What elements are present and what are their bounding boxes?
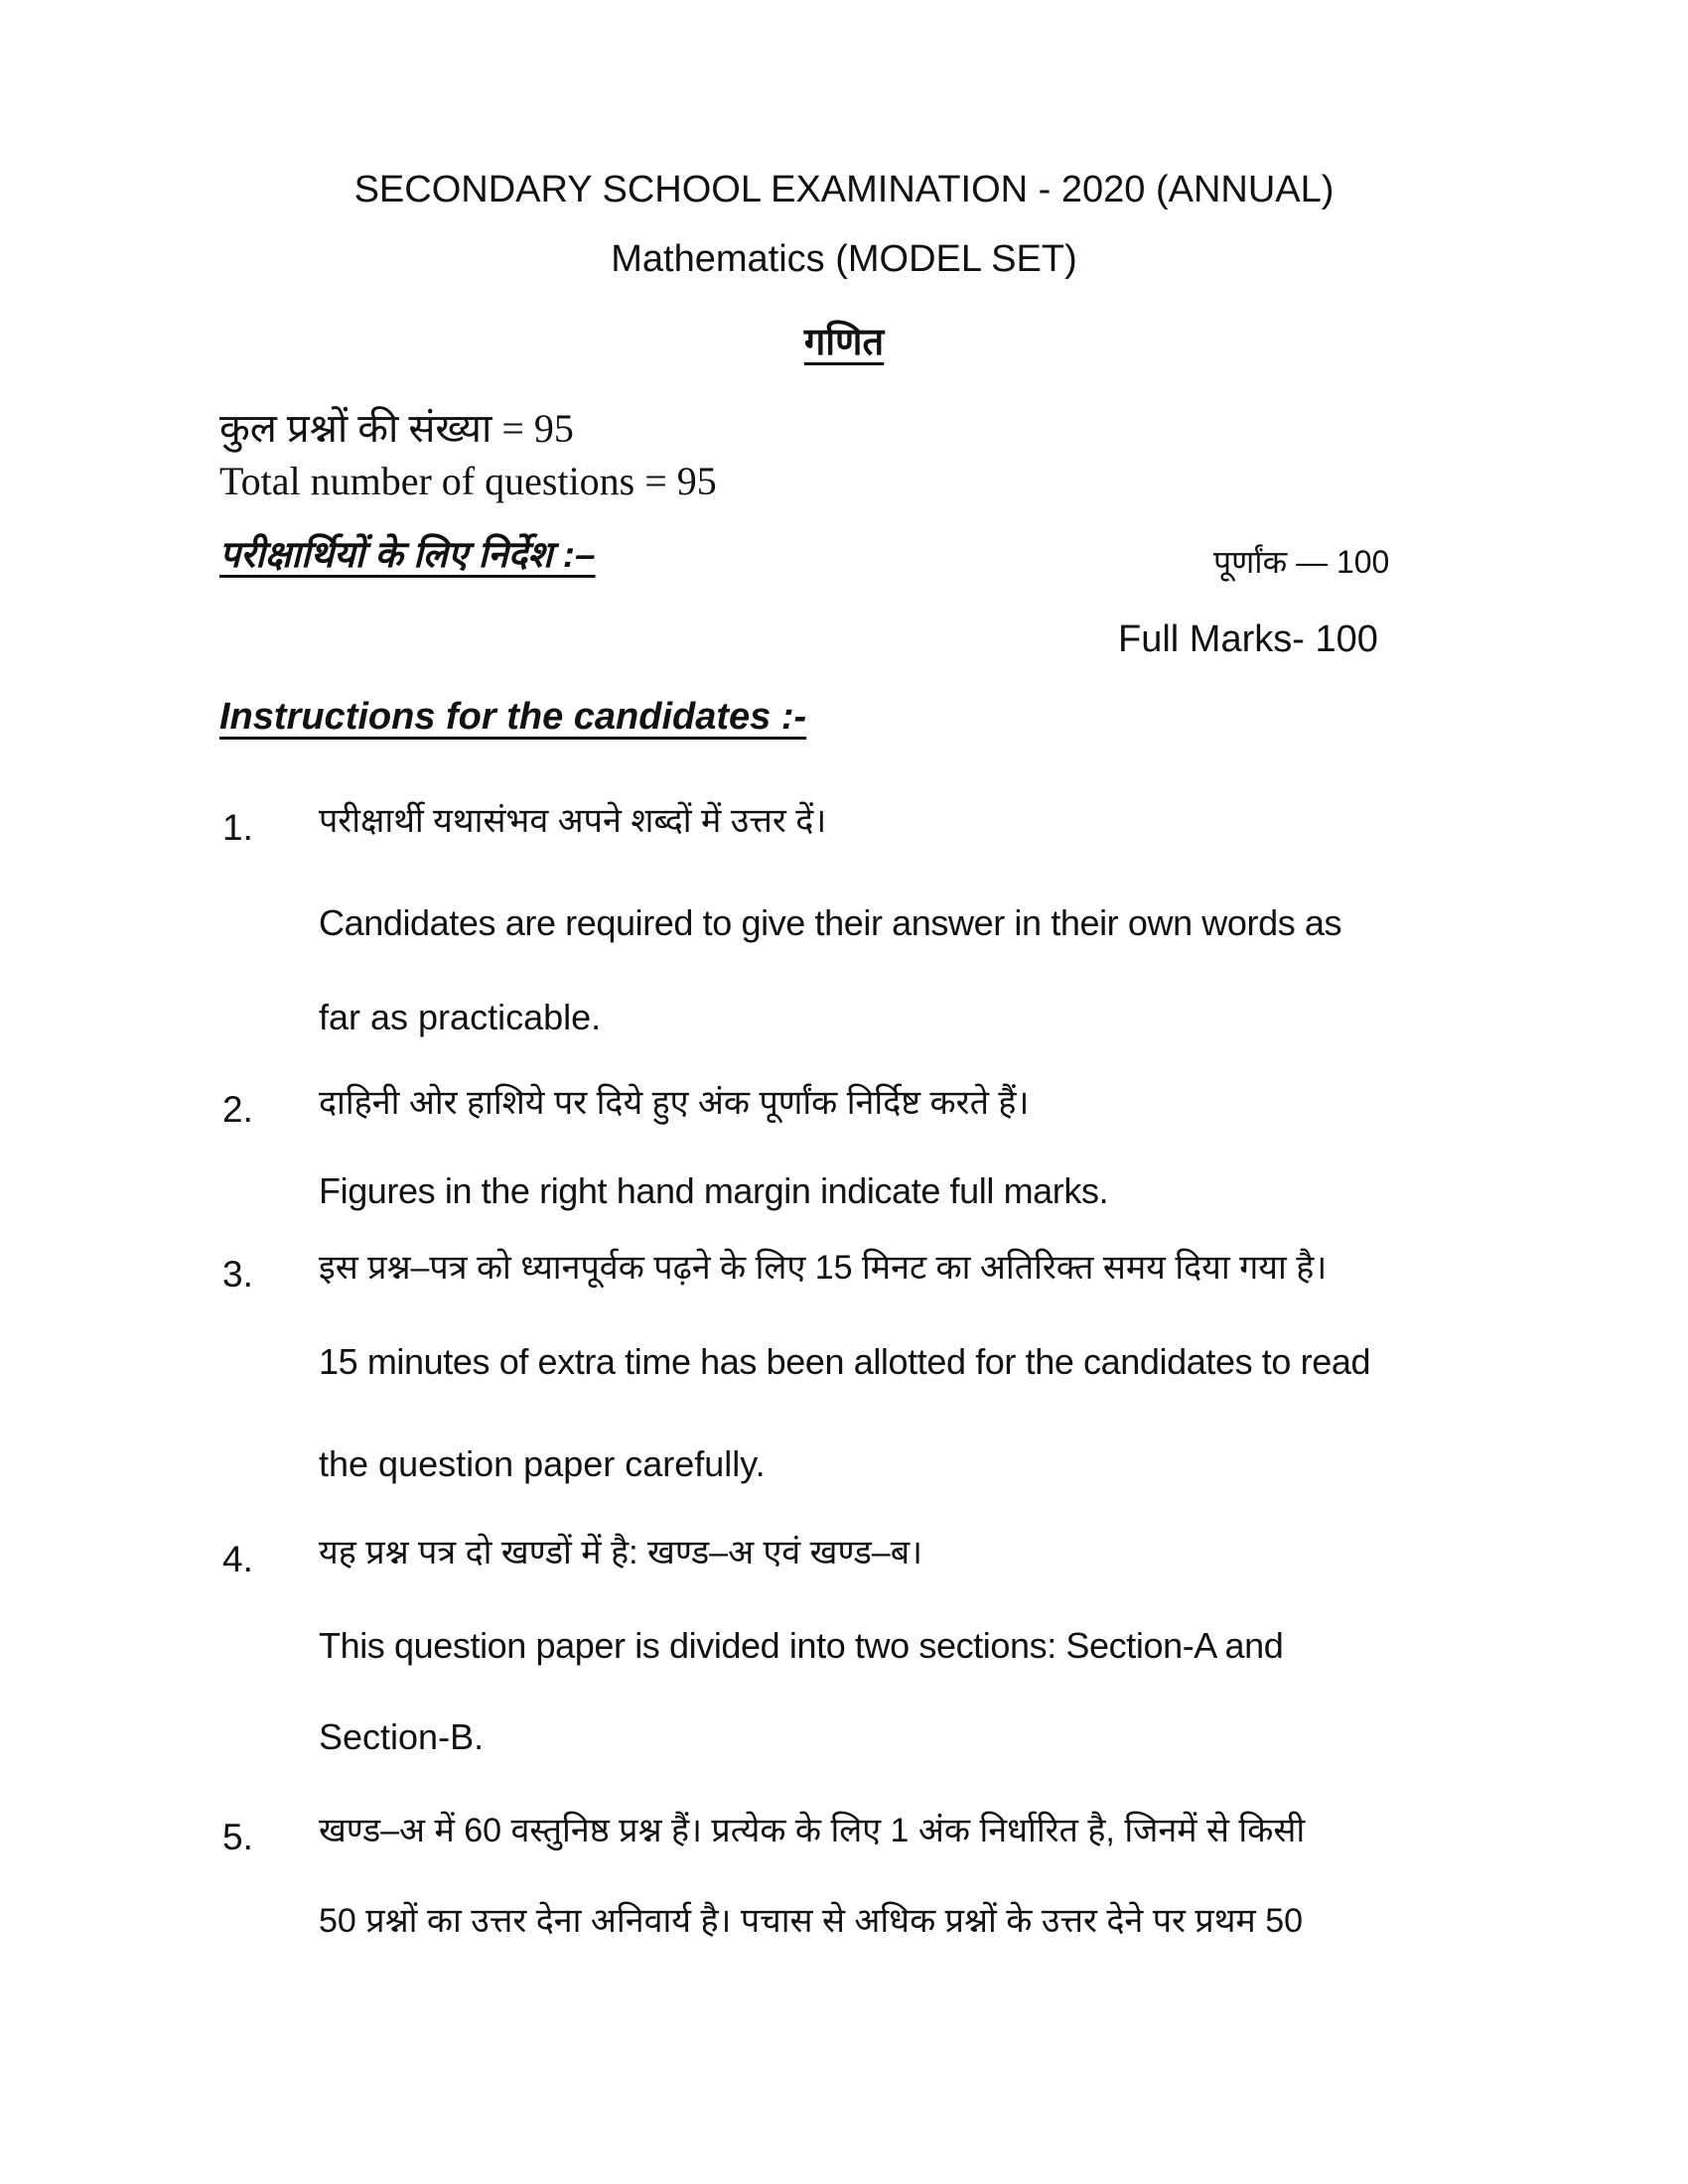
- subject-hindi: गणित: [803, 322, 885, 363]
- total-questions-hindi: कुल प्रश्नों की संख्या = 95: [219, 406, 574, 451]
- full-marks-hindi: पूर्णांक — 100: [1213, 544, 1390, 580]
- exam-title: SECONDARY SCHOOL EXAMINATION - 2020 (ANNUAL): [353, 169, 1335, 210]
- instructions-heading-hindi: परीक्षार्थियों के लिए निर्देश :–: [219, 534, 596, 575]
- instruction-english-line: Candidates are required to give their answer in their own words as: [319, 902, 1342, 943]
- instruction-hindi-line: 50 प्रश्नों का उत्तर देना अनिवार्य है। पचास से अधिक प्रश्नों के उत्तर देने पर प्रथम 50: [319, 1902, 1304, 1940]
- instruction-english-line: the question paper carefully.: [319, 1443, 766, 1484]
- instruction-hindi: परीक्षार्थी यथासंभव अपने शब्दों में उत्तर दें।: [319, 802, 827, 840]
- instruction-hindi: दाहिनी ओर हाशिये पर दिये हुए अंक पूर्णांक निर्दिष्ट करते हैं।: [319, 1084, 1030, 1122]
- instruction-hindi: यह प्रश्न पत्र दो खण्डों में है: खण्ड–अ एवं खण्ड–ब।: [319, 1534, 923, 1571]
- instruction-english-line: This question paper is divided into two sections: Section-A and: [319, 1625, 1284, 1666]
- full-marks-english: Full Marks- 100: [1118, 618, 1378, 660]
- instructions-heading-english: Instructions for the candidates :-: [219, 696, 807, 738]
- instruction-english-line: Figures in the right hand margin indicate full marks.: [319, 1170, 1109, 1211]
- instruction-hindi: इस प्रश्न–पत्र को ध्यानपूर्वक पढ़ने के लिए 15 मिनट का अतिरिक्त समय दिया गया है।: [319, 1249, 1328, 1287]
- instruction-number: 5.: [222, 1817, 253, 1857]
- instruction-number: 1.: [222, 807, 253, 848]
- subject-line: Mathematics (MODEL SET): [611, 238, 1077, 280]
- instructions-heading-hindi-wrap: [219, 536, 596, 573]
- subject-hindi-wrap: [0, 324, 1688, 361]
- instruction-number: 2.: [222, 1089, 253, 1130]
- instruction-english-line: 15 minutes of extra time has been allotted for the candidates to read: [319, 1341, 1371, 1382]
- instruction-number: 3.: [222, 1254, 253, 1295]
- instruction-hindi-line: खण्ड–अ में 60 वस्तुनिष्ठ प्रश्न हैं। प्रत्येक के लिए 1 अंक निर्धारित है, जिनमें से किसी: [319, 1812, 1306, 1849]
- instructions-heading-english-wrap: [219, 698, 806, 736]
- instruction-number: 4.: [222, 1539, 253, 1579]
- total-questions-english: Total number of questions = 95: [219, 459, 717, 503]
- instruction-english-line: Section-B.: [319, 1716, 485, 1757]
- instruction-english-line: far as practicable.: [319, 997, 602, 1037]
